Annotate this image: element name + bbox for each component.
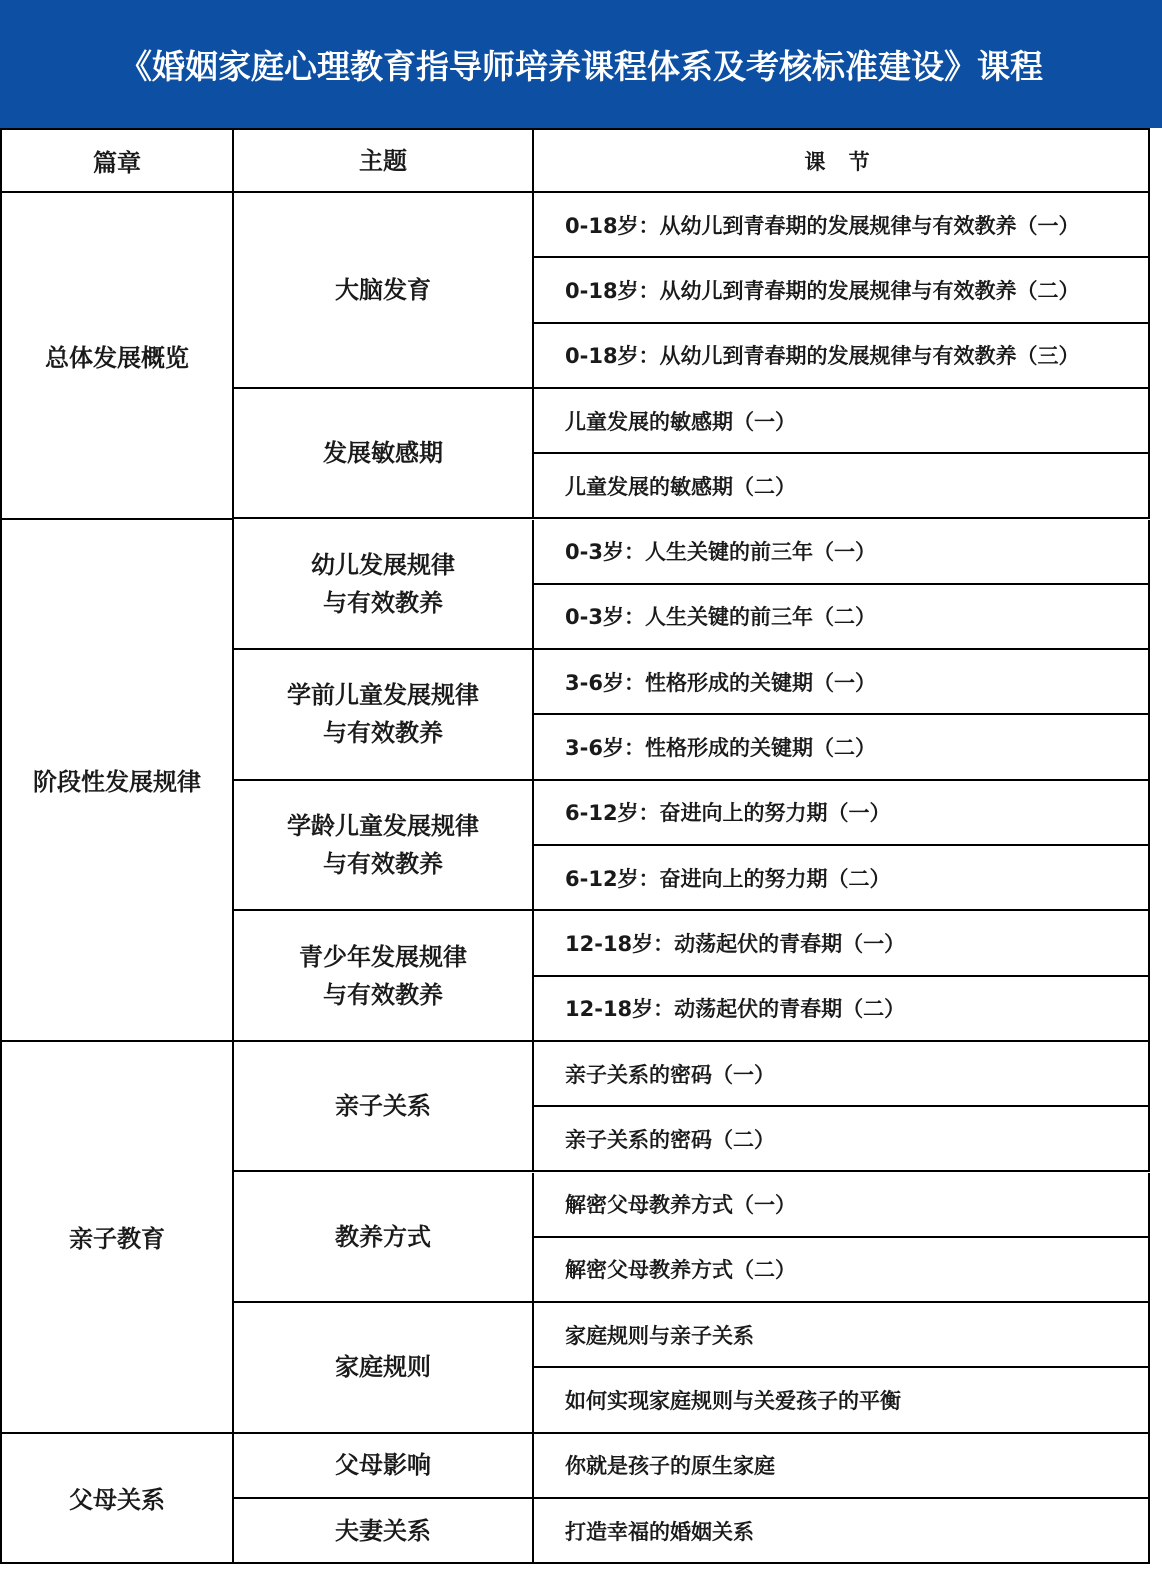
lesson-cell: 0-18岁：从幼儿到青春期的发展规律与有效教养（一） <box>534 193 1150 258</box>
lesson-cell: 6-12岁：奋进向上的努力期（一） <box>534 781 1150 846</box>
topic-label: 与有效教养 <box>323 849 443 878</box>
lesson-cell: 家庭规则与亲子关系 <box>534 1303 1150 1368</box>
topic-cell <box>234 1042 534 1173</box>
page-header <box>0 0 1162 128</box>
lesson-cell: 0-3岁：人生关键的前三年（一） <box>534 520 1150 585</box>
topic-cell <box>234 1303 534 1434</box>
lesson-cell: 打造幸福的婚姻关系 <box>534 1499 1150 1564</box>
topic-cell <box>234 1434 534 1499</box>
topic-cell <box>234 520 534 651</box>
lesson-cell: 12-18岁：动荡起伏的青春期（一） <box>534 911 1150 976</box>
chapter-cell: 总体发展概览 <box>0 193 234 520</box>
header-chapter: 篇章 <box>0 128 234 193</box>
topic-cell <box>234 1173 534 1304</box>
topic-cell <box>234 193 534 389</box>
lesson-cell: 3-6岁：性格形成的关键期（二） <box>534 715 1150 780</box>
lesson-cell: 亲子关系的密码（一） <box>534 1042 1150 1107</box>
lesson-cell: 儿童发展的敏感期（一） <box>534 389 1150 454</box>
lesson-cell: 解密父母教养方式（一） <box>534 1173 1150 1238</box>
topic-label: 学龄儿童发展规律 <box>287 811 479 840</box>
topic-label: 夫妻关系 <box>335 1516 431 1545</box>
lesson-cell: 亲子关系的密码（二） <box>534 1107 1150 1172</box>
topic-cell <box>234 911 534 1042</box>
topic-label: 与有效教养 <box>323 980 443 1009</box>
lesson-cell: 0-3岁：人生关键的前三年（二） <box>534 585 1150 650</box>
topic-label: 父母影响 <box>335 1451 431 1480</box>
chapter-cell: 亲子教育 <box>0 1042 234 1434</box>
lesson-cell: 你就是孩子的原生家庭 <box>534 1434 1150 1499</box>
chapter-cell: 阶段性发展规律 <box>0 520 234 1042</box>
topic-label: 教养方式 <box>335 1222 431 1251</box>
topic-label: 家庭规则 <box>335 1353 431 1382</box>
lesson-cell: 如何实现家庭规则与关爱孩子的平衡 <box>534 1368 1150 1433</box>
topic-label: 发展敏感期 <box>323 439 443 468</box>
lesson-cell: 0-18岁：从幼儿到青春期的发展规律与有效教养（二） <box>534 258 1150 323</box>
topic-label: 大脑发育 <box>335 275 431 304</box>
topic-cell <box>234 650 534 781</box>
topic-cell <box>234 1499 534 1564</box>
header-topic: 主题 <box>234 128 534 193</box>
header-lesson: 课 节 <box>534 128 1150 193</box>
topic-cell <box>234 389 534 520</box>
page-title: 《婚姻家庭心理教育指导师培养课程体系及考核标准建设》课程 <box>119 46 1043 86</box>
topic-label: 亲子关系 <box>335 1092 431 1121</box>
topic-label: 学前儿童发展规律 <box>287 681 479 710</box>
lesson-cell: 6-12岁：奋进向上的努力期（二） <box>534 846 1150 911</box>
lesson-cell: 12-18岁：动荡起伏的青春期（二） <box>534 977 1150 1042</box>
topic-label: 幼儿发展规律 <box>311 550 455 579</box>
topic-label: 与有效教养 <box>323 719 443 748</box>
chapter-cell: 父母关系 <box>0 1434 234 1565</box>
lesson-cell: 3-6岁：性格形成的关键期（一） <box>534 650 1150 715</box>
topic-label: 青少年发展规律 <box>299 942 467 971</box>
lesson-cell: 儿童发展的敏感期（二） <box>534 454 1150 519</box>
topic-cell <box>234 781 534 912</box>
course-table <box>0 128 1162 1582</box>
lesson-cell: 0-18岁：从幼儿到青春期的发展规律与有效教养（三） <box>534 324 1150 389</box>
lesson-cell: 解密父母教养方式（二） <box>534 1238 1150 1303</box>
topic-label: 与有效教养 <box>323 588 443 617</box>
